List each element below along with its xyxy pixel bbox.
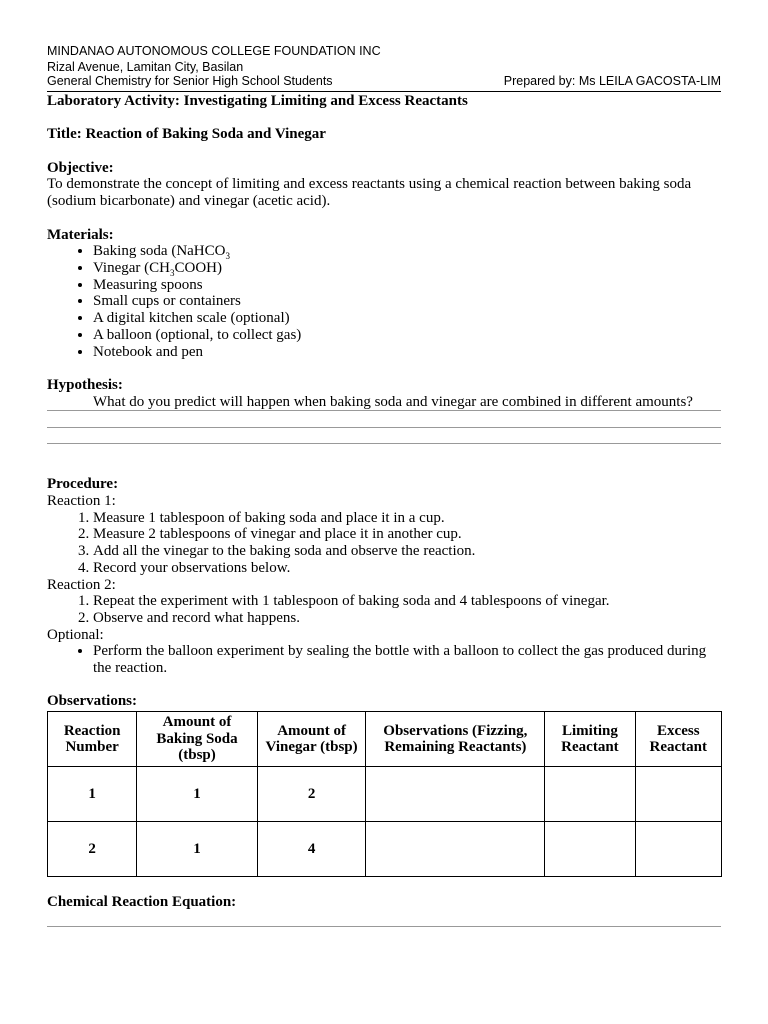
procedure-step: 4. Record your observations below. [93,560,721,577]
header-block [47,43,381,75]
materials-list [47,243,721,360]
table-row [48,822,722,877]
column-header: Limiting Reactant [545,712,635,767]
column-header: Excess Reactant [635,712,721,767]
institution-name: MINDANAO AUTONOMOUS COLLEGE FOUNDATION INC [47,44,381,58]
table-cell-editable[interactable] [545,822,635,877]
answer-line[interactable] [47,427,721,428]
header-divider [47,91,721,92]
table-cell: 2 [257,767,366,822]
equation-heading: Chemical Reaction Equation: [47,893,237,910]
material-item: • Measuring spoons [93,277,721,294]
observations-heading: Observations: [47,693,137,710]
procedure-step: 1. Repeat the experiment with 1 tablespoon of baking soda and 4 tablespoons of vinegar. [93,593,721,610]
document-body [47,93,721,927]
material-item: • Vinegar $(CH_3COOH)$ [93,260,721,277]
table-cell-editable[interactable] [545,767,635,822]
reaction1-label: Reaction 1: [47,493,116,509]
institution-address: Rizal Avenue, Lamitan City, Basilan [47,60,244,74]
procedure-step: 1. Measure 1 tablespoon of baking soda and place it in a cup. [93,510,721,527]
reaction2-steps [47,593,721,626]
observations-table [47,711,722,877]
material-item: • A balloon (optional, to collect gas) [93,327,721,344]
column-header: Observations (Fizzing, Remaining Reactants) [366,712,545,767]
column-header: Amount of Vinegar (tbsp) [257,712,366,767]
table-cell-editable[interactable] [635,822,721,877]
table-cell: 1 [137,822,257,877]
table-cell: 1 [137,767,257,822]
table-cell: 1 [48,767,137,822]
optional-label: Optional: [47,626,104,643]
lab-title: Title: Reaction of Baking Soda and Vinegar [47,126,326,143]
reaction1-steps [47,510,721,577]
table-cell-editable[interactable] [366,767,545,822]
material-item: • Notebook and pen [93,344,721,361]
table-cell-editable[interactable] [366,822,545,877]
material-item: • Baking soda (NaHCO$_3$ [93,243,721,260]
objective-heading: Objective: [47,159,114,176]
table-cell-editable[interactable] [635,767,721,822]
materials-heading: Materials: [47,226,114,243]
table-cell: 4 [257,822,366,877]
hypothesis-question: What do you predict will happen when baking soda and vinegar are combined in different amounts? [93,393,693,410]
procedure-step: 3. Add all the vinegar to the baking soda and observe the reaction. [93,543,721,560]
objective-text: To demonstrate the concept of limiting and excess reactants using a chemical reaction between baking soda (sodium bicarbonate) and vinegar (acetic acid). [47,176,692,210]
column-header: Reaction Number [48,712,137,767]
prepared-by: Prepared by: Ms LEILA GACOSTA-LIM [503,74,721,88]
course-name: General Chemistry for Senior High School Students [47,74,333,88]
material-item: • A digital kitchen scale (optional) [93,310,721,327]
table-row [48,767,722,822]
optional-list [47,643,721,676]
activity-title: Laboratory Activity: Investigating Limiting and Excess Reactants [47,93,468,109]
hypothesis-heading: Hypothesis: [47,376,123,393]
table-header-row [48,712,722,767]
table-cell: 2 [48,822,137,877]
procedure-step: 2. Observe and record what happens. [93,610,721,627]
answer-line[interactable] [47,926,721,927]
procedure-step: 2. Measure 2 tablespoons of vinegar and place it in another cup. [93,526,721,543]
header-course-line [47,73,721,89]
material-item: • Small cups or containers [93,293,721,310]
column-header: Amount of Baking Soda (tbsp) [137,712,257,767]
reaction2-label: Reaction 2: [47,576,116,593]
procedure-heading: Procedure: [47,476,119,493]
optional-item: • Perform the balloon experiment by sealing the bottle with a balloon to collect the gas produced during the reaction. [93,643,721,676]
answer-line[interactable] [47,410,721,411]
